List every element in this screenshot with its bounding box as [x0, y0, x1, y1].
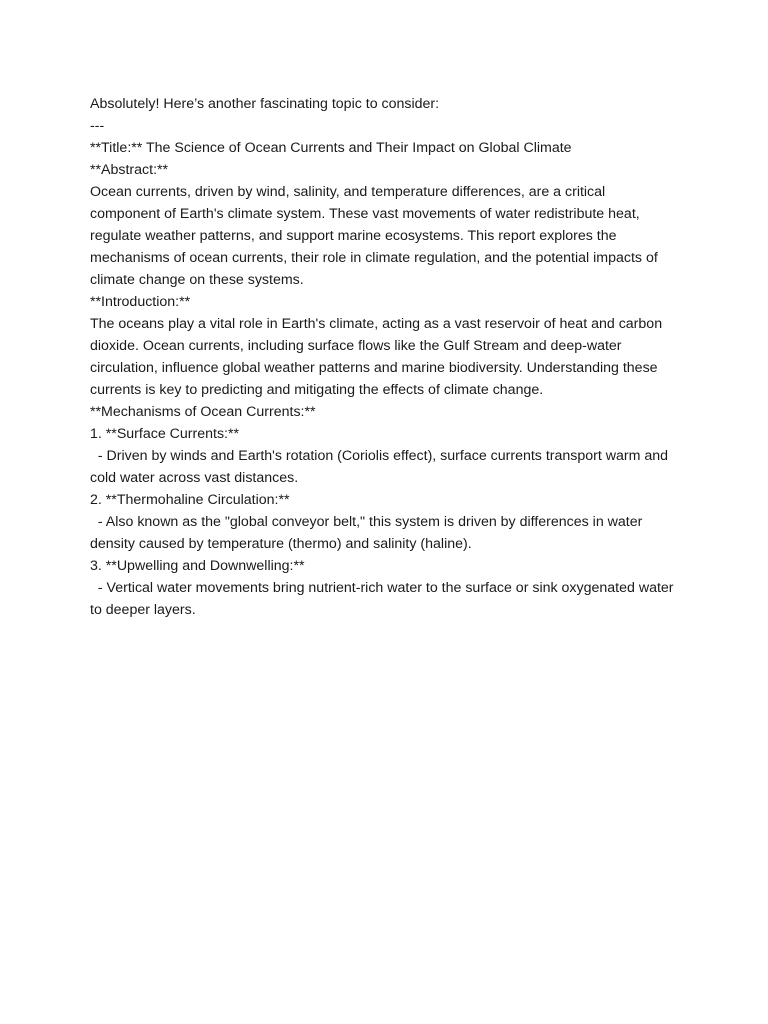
list-item-upwelling-downwelling: 3. **Upwelling and Downwelling:**	[90, 558, 305, 574]
abstract-paragraph: Ocean currents, driven by wind, salinity, and temperature differences, are a critical component of Earth's climate system. These vast movements of water redistribute heat, regulate weather patterns, and support marine ecosystems. This report explores the mechanisms of ocean currents, their role in climate regulation, and the potential impacts of climate change on these systems.	[90, 184, 658, 288]
list-item-surface-currents: 1. **Surface Currents:**	[90, 426, 240, 442]
document-page	[90, 93, 678, 621]
document-title: **Title:** The Science of Ocean Currents and Their Impact on Global Climate	[90, 140, 572, 156]
abstract-heading: **Abstract:**	[90, 162, 169, 178]
list-item-thermohaline-circulation: 2. **Thermohaline Circulation:**	[90, 492, 290, 508]
mechanisms-heading: **Mechanisms of Ocean Currents:**	[90, 404, 316, 420]
list-desc-upwelling-downwelling: - Vertical water movements bring nutrient-rich water to the surface or sink oxygenated water to deeper layers.	[90, 580, 678, 618]
intro-text: Absolutely! Here’s another fascinating topic to consider:	[90, 96, 440, 112]
separator-text: ---	[90, 118, 105, 134]
list-desc-surface-currents: - Driven by winds and Earth's rotation (Coriolis effect), surface currents transport warm and cold water across vast distances.	[90, 448, 673, 486]
list-desc-thermohaline-circulation: - Also known as the "global conveyor belt," this system is driven by differences in water density caused by temperature (thermo) and salinity (haline).	[90, 514, 647, 552]
introduction-paragraph: The oceans play a vital role in Earth's climate, acting as a vast reservoir of heat and carbon dioxide. Ocean currents, including surface flows like the Gulf Stream and deep-water circulation, influence global weather patterns and marine biodiversity. Understanding these currents is key to predicting and mitigating the effects of climate change.	[90, 316, 663, 398]
introduction-heading: **Introduction:**	[90, 294, 191, 310]
